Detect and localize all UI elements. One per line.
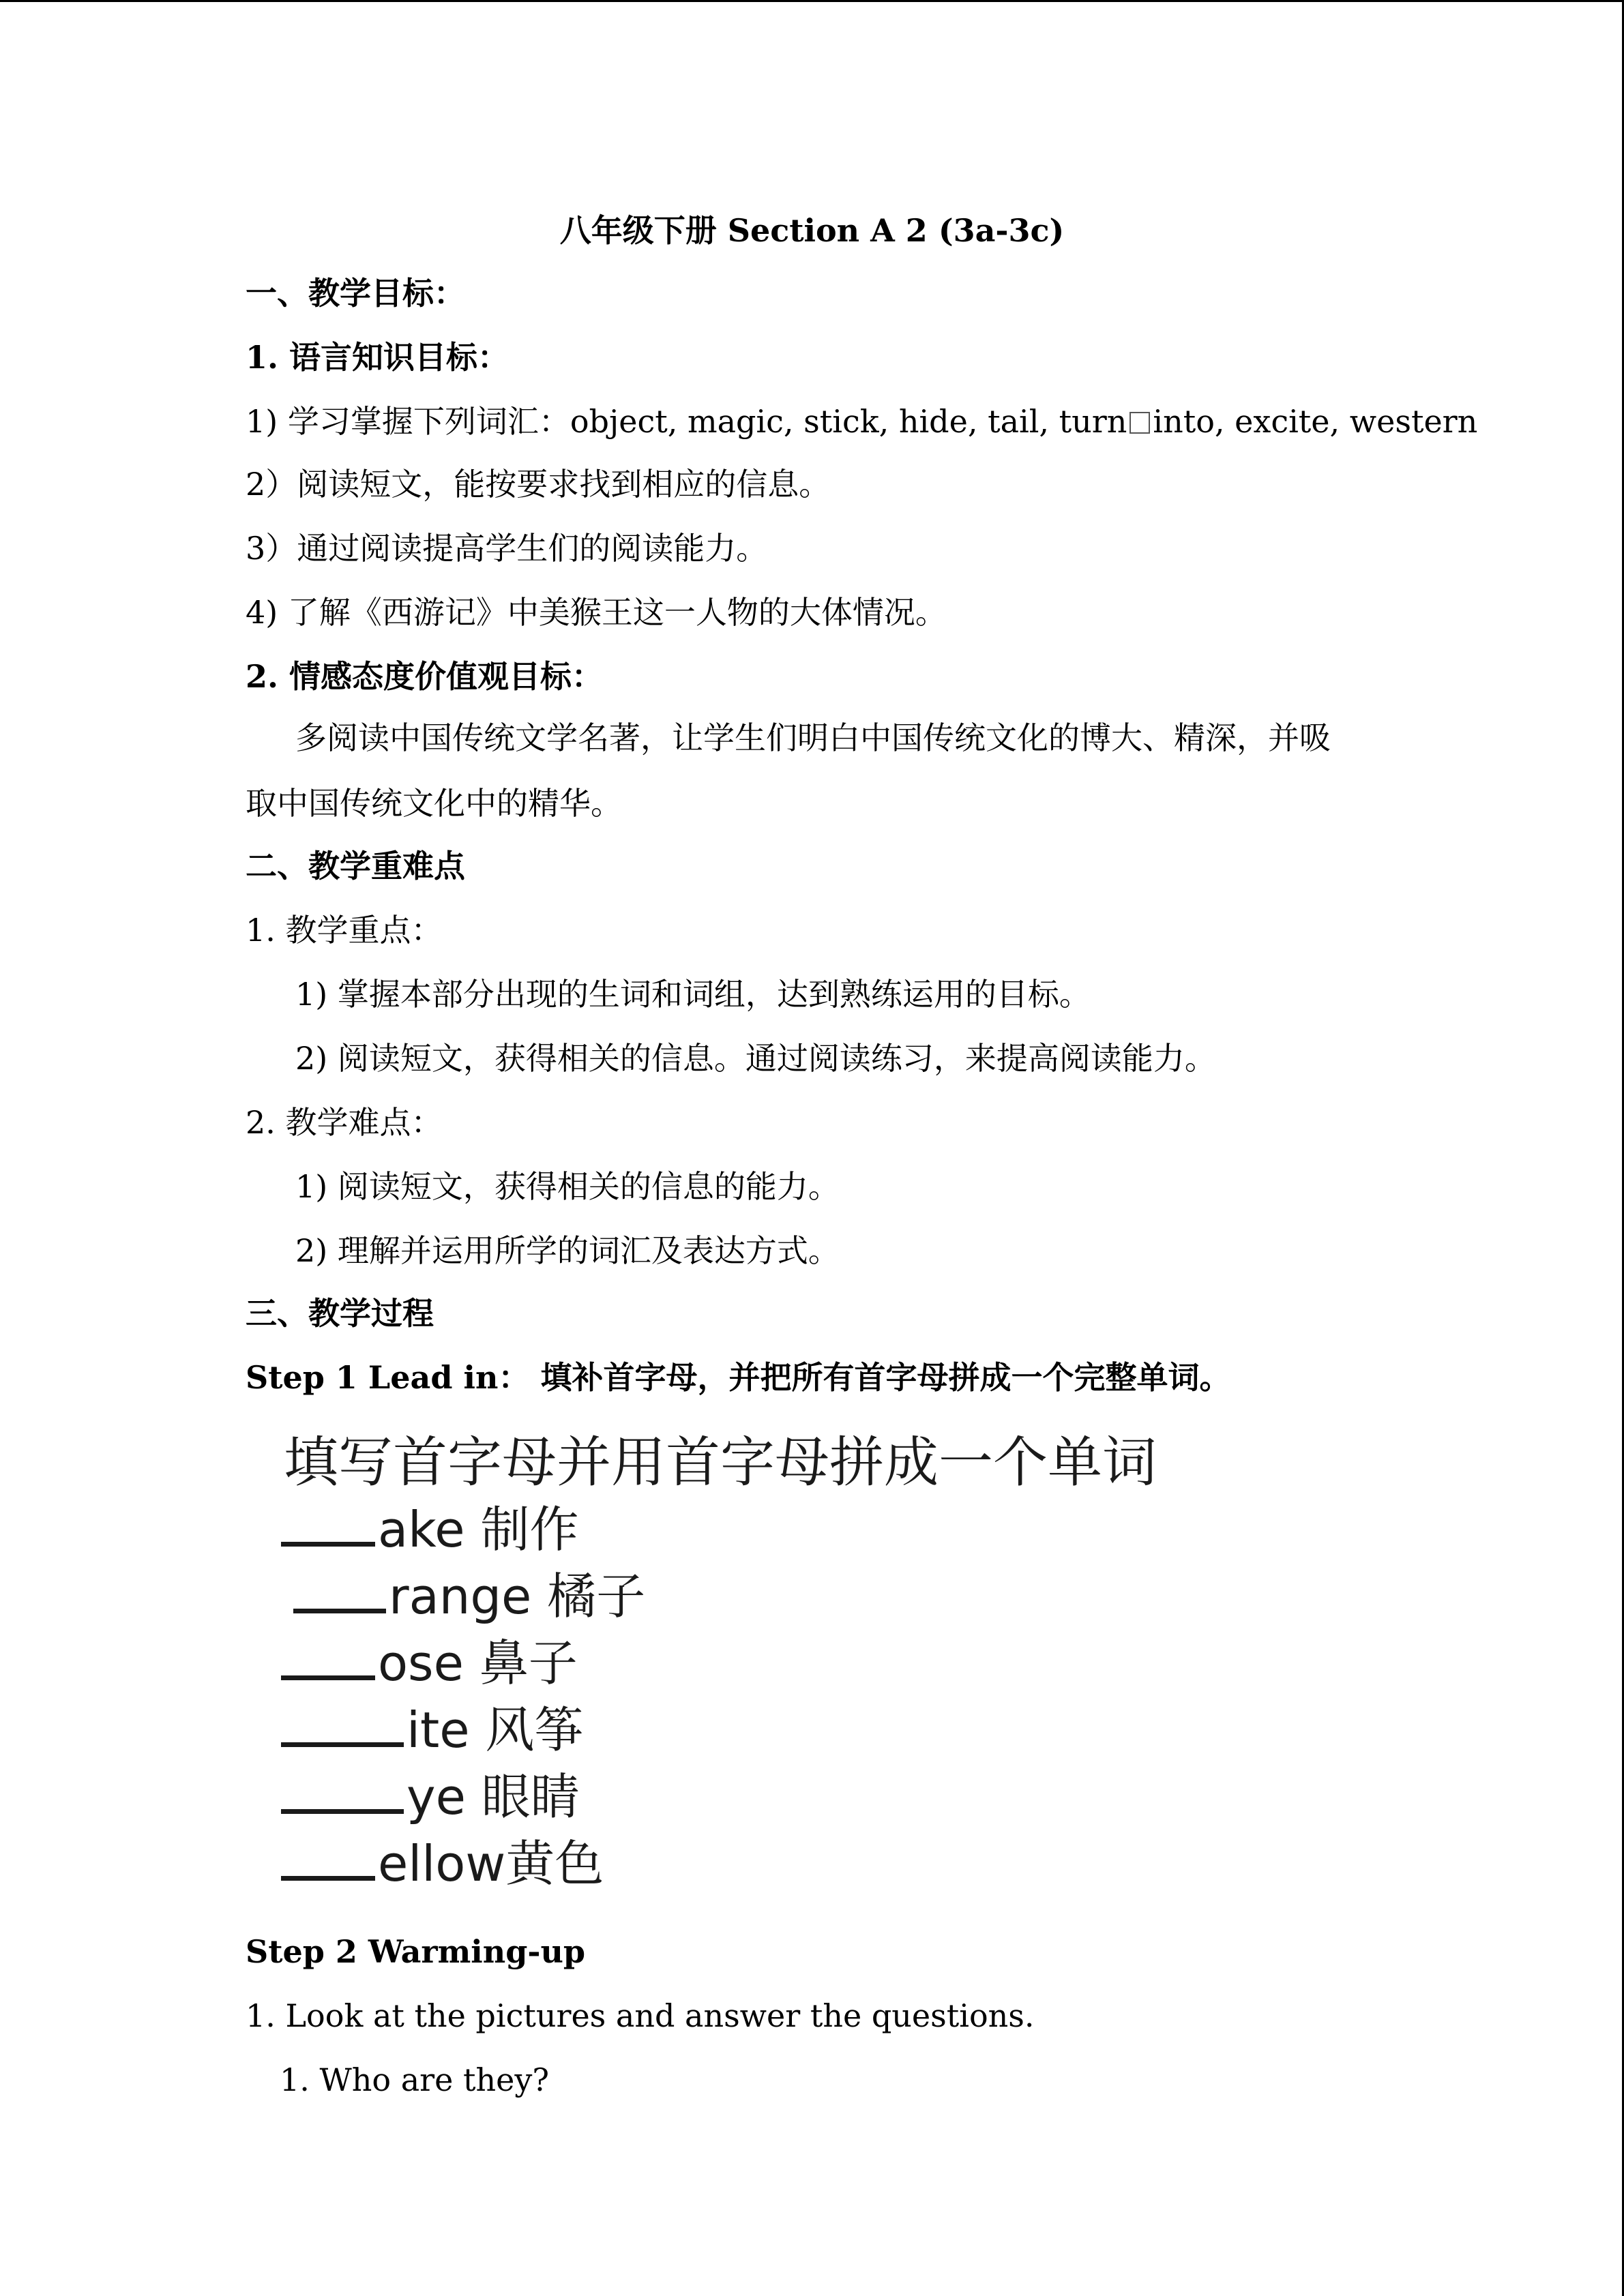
- initial-letter-puzzle: [273, 1429, 1241, 1920]
- puzzle-row: [281, 1497, 578, 1562]
- puzzle-meaning: 制作: [480, 1501, 579, 1558]
- missing-glyph-box-icon: [1130, 412, 1150, 434]
- goal-item-1: [246, 401, 1477, 442]
- puzzle-word: range: [389, 1568, 532, 1625]
- difficult-point-2: 2) 理解并运用所学的词汇及表达方式。: [295, 1232, 840, 1269]
- page-top-border: [0, 0, 1624, 2]
- puzzle-row: [281, 1630, 578, 1696]
- goal-item-4: 4) 了解《西游记》中美猴王这一人物的大体情况。: [246, 594, 947, 631]
- key-point-2: 2) 阅读短文，获得相关的信息。通过阅读练习，来提高阅读能力。: [295, 1040, 1216, 1077]
- step-1-lead-in: Step 1 Lead in： 填补首字母，并把所有首字母拼成一个完整单词。: [246, 1359, 1231, 1396]
- emotion-paragraph-line-2: 取中国传统文化中的精华。: [246, 785, 622, 822]
- document-title: 八年级下册 Section A 2 (3a-3c): [559, 212, 1065, 249]
- difficult-point-1: 1) 阅读短文，获得相关的信息的能力。: [295, 1168, 840, 1205]
- answer-blank: [281, 1767, 404, 1814]
- goal-item-3: 3）通过阅读提高学生们的阅读能力。: [246, 530, 768, 567]
- puzzle-meaning: 风筝: [485, 1701, 584, 1759]
- answer-blank: [281, 1834, 375, 1881]
- puzzle-row: [281, 1831, 604, 1896]
- puzzle-meaning: 鼻子: [479, 1635, 578, 1692]
- puzzle-word: ite: [407, 1701, 470, 1759]
- step-2-warming-up: Step 2 Warming-up: [246, 1933, 586, 1970]
- goal-item-2: 2）阅读短文，能按要求找到相应的信息。: [246, 466, 831, 503]
- section-2-heading: 二、教学重难点: [246, 848, 465, 884]
- emotion-goals-heading: 2. 情感态度价值观目标：: [246, 658, 604, 695]
- language-goals-heading: 1. 语言知识目标：: [246, 339, 510, 376]
- answer-blank: [281, 1500, 375, 1547]
- puzzle-row: [293, 1564, 645, 1629]
- question-1: 1. Who are they?: [280, 2061, 549, 2098]
- puzzle-word: ye: [407, 1768, 466, 1825]
- look-instruction: 1. Look at the pictures and answer the questions.: [246, 1997, 1035, 2034]
- key-points-label: 1. 教学重点：: [246, 912, 443, 949]
- puzzle-word: ose: [378, 1635, 464, 1692]
- goal-item-1-text: 1) 学习掌握下列词汇：object, magic, stick, hide, tail, turn: [246, 403, 1127, 440]
- puzzle-title: 填写首字母并用首字母拼成一个单词: [284, 1431, 1157, 1494]
- puzzle-word: ake: [378, 1501, 465, 1558]
- answer-blank: [281, 1633, 375, 1680]
- section-3-heading: 三、教学过程: [246, 1295, 434, 1332]
- emotion-paragraph-line-1: 多阅读中国传统文学名著，让学生们明白中国传统文化的博大、精深，并吸: [295, 719, 1331, 756]
- puzzle-row: [281, 1697, 583, 1763]
- puzzle-row: [281, 1764, 580, 1830]
- section-1-heading: 一、教学目标：: [246, 275, 465, 312]
- puzzle-meaning: 橘子: [547, 1568, 646, 1625]
- puzzle-meaning: 黄色: [505, 1835, 604, 1892]
- key-point-1: 1) 掌握本部分出现的生词和词组，达到熟练运用的目标。: [295, 976, 1091, 1013]
- answer-blank: [293, 1566, 386, 1613]
- puzzle-word: ellow: [378, 1835, 506, 1892]
- goal-item-1-text-end: into, excite, western: [1153, 403, 1478, 440]
- answer-blank: [281, 1700, 404, 1747]
- puzzle-meaning: 眼睛: [481, 1768, 580, 1825]
- difficult-points-label: 2. 教学难点：: [246, 1104, 443, 1141]
